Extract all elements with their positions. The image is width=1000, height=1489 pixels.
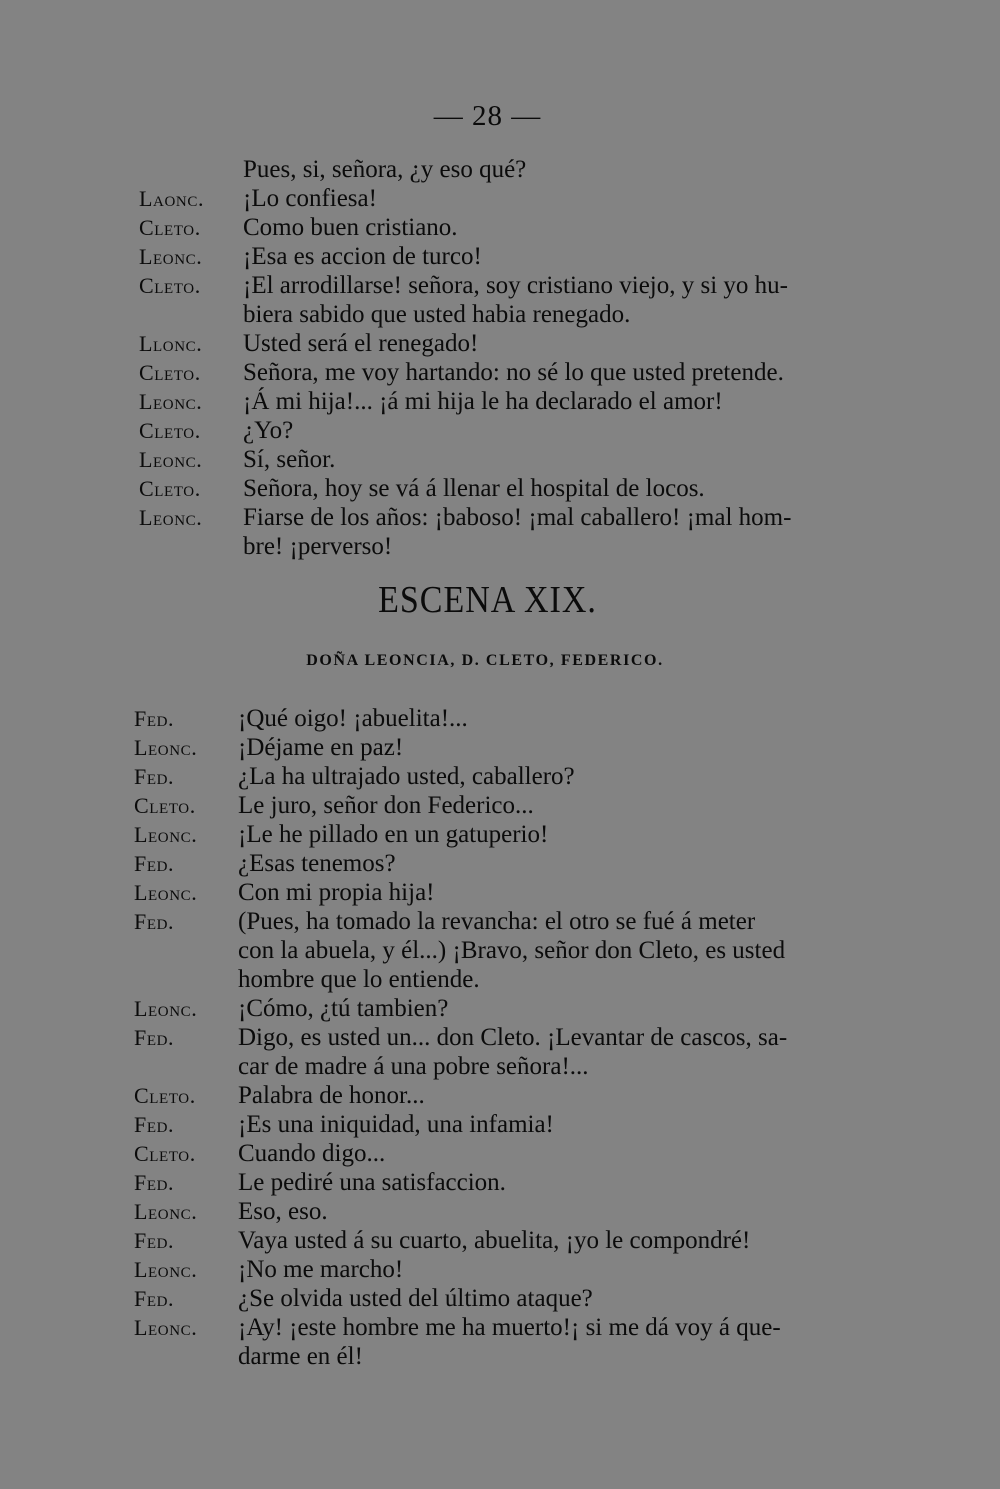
speaker-name: Cleto. [139,215,201,240]
dialogue-line [0,1081,1000,1110]
dialogue-text: ¡Lo confiesa! [243,185,377,212]
dialogue-line [0,242,1000,271]
dialogue-line [0,849,1000,878]
dialogue-text: Le pediré una satisfaccion. [238,1169,506,1196]
dialogue-line [0,733,1000,762]
dialogue-text: ¡Déjame en paz! [238,734,404,761]
dialogue-text: Como buen cristiano. [243,214,458,241]
dialogue-line [0,416,1000,445]
dialogue-line [0,936,1000,965]
dialogue-text: ¡Cómo, ¿tú tambien? [238,995,449,1022]
dialogue-text: ¿Se olvida usted del último ataque? [238,1285,593,1312]
speaker-name: Leonc. [139,505,203,530]
speaker-name: Leonc. [134,996,198,1021]
dialogue-line [0,1313,1000,1342]
dialogue-text: ¿La ha ultrajado usted, caballero? [238,763,575,790]
dialogue-text: Señora, hoy se vá á llenar el hospital de locos. [243,475,705,502]
scene-characters: DOÑA LEONCIA, D. CLETO, FEDERICO. [306,652,664,669]
dialogue-text: Pues, si, señora, ¿y eso qué? [243,156,527,183]
dialogue-line [0,1284,1000,1313]
speaker-name: Fed. [134,1025,175,1050]
dialogue-line [0,965,1000,994]
dialogue-text: Fiarse de los años: ¡baboso! ¡mal caballero! ¡mal hom- [243,504,792,531]
dialogue-line [0,445,1000,474]
dialogue-text: car de madre á una pobre señora!... [238,1053,589,1080]
dialogue-text: Usted será el renegado! [243,330,479,357]
dialogue-text: con la abuela, y él...) ¡Bravo, señor don Cleto, es usted [238,937,786,964]
dialogue-line [0,1342,1000,1371]
dialogue-text: ¡Qué oigo! ¡abuelita!... [238,705,468,732]
dialogue-text: Vaya usted á su cuarto, abuelita, ¡yo le compondré! [238,1227,751,1254]
speaker-name: Cleto. [139,273,201,298]
speaker-name: Leonc. [139,389,203,414]
dialogue-line [0,532,1000,561]
dialogue-line [0,704,1000,733]
speaker-name: Fed. [134,764,175,789]
speaker-name: Fed. [134,1286,175,1311]
dialogue-line [0,1110,1000,1139]
dialogue-line [0,213,1000,242]
dialogue-line [0,820,1000,849]
speaker-name: Cleto. [134,1083,196,1108]
dialogue-line [0,1197,1000,1226]
dialogue-block-bottom [0,704,1000,1371]
dialogue-line [0,329,1000,358]
dialogue-line [0,762,1000,791]
speaker-name: Cleto. [139,360,201,385]
dialogue-line [0,184,1000,213]
speaker-name: Fed. [134,1170,175,1195]
dialogue-text: ¡Á mi hija!... ¡á mi hija le ha declarado el amor! [243,388,723,415]
speaker-name: Leonc. [139,447,203,472]
dialogue-line [0,1255,1000,1284]
speaker-name: Fed. [134,909,175,934]
speaker-name: Leonc. [134,1315,198,1340]
dialogue-line [0,358,1000,387]
dialogue-line [0,387,1000,416]
dialogue-text: Señora, me voy hartando: no sé lo que usted pretende. [243,359,784,386]
speaker-name: Fed. [134,851,175,876]
speaker-name: Cleto. [134,1141,196,1166]
dialogue-line [0,300,1000,329]
speaker-name: Laonc. [139,186,205,211]
dialogue-text: ¿Yo? [243,417,294,444]
dialogue-line [0,1226,1000,1255]
dialogue-text: ¿Esas tenemos? [238,850,396,877]
dialogue-text: Sí, señor. [243,446,336,473]
speaker-name: Llonc. [139,331,203,356]
speaker-name: Cleto. [139,418,201,443]
dialogue-line [0,1023,1000,1052]
speaker-name: Fed. [134,1112,175,1137]
dialogue-line [0,155,1000,184]
speaker-name: Leonc. [134,1257,198,1282]
dialogue-line [0,1139,1000,1168]
dialogue-text: (Pues, ha tomado la revancha: el otro se fué á meter [238,908,756,935]
speaker-name: Leonc. [139,244,203,269]
dialogue-text: ¡Ay! ¡este hombre me ha muerto!¡ si me dá voy á que- [238,1314,781,1341]
speaker-name: Cleto. [134,793,196,818]
dialogue-line [0,907,1000,936]
dialogue-line [0,994,1000,1023]
dialogue-line [0,878,1000,907]
dialogue-line [0,474,1000,503]
dialogue-text: Eso, eso. [238,1198,328,1225]
dialogue-text: darme en él! [238,1343,363,1370]
dialogue-text: Cuando digo... [238,1140,386,1167]
speaker-name: Leonc. [134,1199,198,1224]
dialogue-text: ¡El arrodillarse! señora, soy cristiano viejo, y si yo hu- [243,272,788,299]
dialogue-text: ¡No me marcho! [238,1256,404,1283]
speaker-name: Leonc. [134,822,198,847]
dialogue-line [0,1052,1000,1081]
speaker-name: Leonc. [134,735,198,760]
dialogue-text: ¡Le he pillado en un gatuperio! [238,821,549,848]
dialogue-line [0,791,1000,820]
dialogue-text: hombre que lo entiende. [238,966,480,993]
dialogue-block-top [0,155,1000,561]
dialogue-text: Con mi propia hija! [238,879,435,906]
dialogue-line [0,503,1000,532]
dialogue-text: ¡Esa es accion de turco! [243,243,482,270]
dialogue-text: Palabra de honor... [238,1082,425,1109]
speaker-name: Cleto. [139,476,201,501]
scene-title: ESCENA XIX. [378,579,597,622]
dialogue-line [0,1168,1000,1197]
speaker-name: Fed. [134,1228,175,1253]
dialogue-text: ¡Es una iniquidad, una infamia! [238,1111,554,1138]
dialogue-text: Digo, es usted un... don Cleto. ¡Levantar de cascos, sa- [238,1024,788,1051]
dialogue-text: Le juro, señor don Federico... [238,792,534,819]
page-number: — 28 — [433,100,542,132]
speaker-name: Leonc. [134,880,198,905]
speaker-name: Fed. [134,706,175,731]
dialogue-text: biera sabido que usted habia renegado. [243,301,631,328]
dialogue-text: bre! ¡perverso! [243,533,393,560]
dialogue-line [0,271,1000,300]
